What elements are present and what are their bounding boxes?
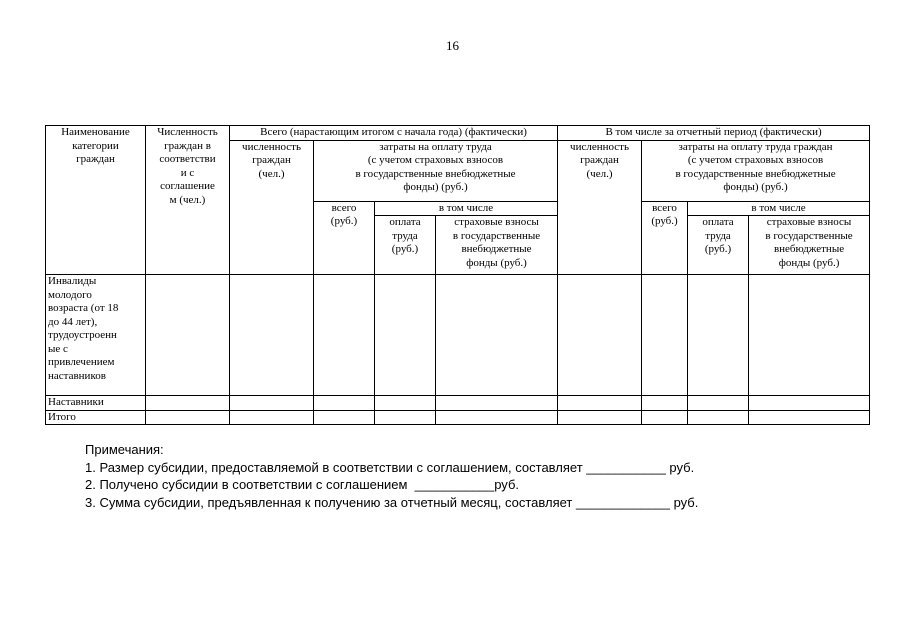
table-cell [436,410,558,425]
table-cell [558,410,642,425]
row-label-mentors: Наставники [46,396,146,411]
header-including-period: в том числе [688,201,870,216]
table-cell [688,410,749,425]
notes-section [85,441,698,511]
table-cell [314,410,375,425]
subsidy-report-table [45,125,870,425]
note-item-1: 1. Размер субсидии, предоставляемой в соответствии с соглашением, составляет ___________ руб. [85,459,695,475]
header-wage-cumulative: оплата труда (руб.) [375,216,436,275]
header-labor-costs-period: затраты на оплату труда граждан (с учетом страховых взносов в государственные внебюджетные фонды) (руб.) [642,140,870,201]
note-item-2: 2. Получено субсидии в соответствии с соглашением ___________руб. [85,477,520,492]
header-insurance-period: страховые взносы в государственные внебюджетные фонды (руб.) [749,216,870,275]
table-row [46,410,870,425]
table-cell [146,275,230,396]
header-count-agreement: Численность граждан в соответстви и с соглашение м (чел.) [146,126,230,275]
table-cell [688,396,749,411]
table-cell [375,396,436,411]
header-total-period: всего (руб.) [642,201,688,275]
table-cell [230,275,314,396]
table-cell [375,275,436,396]
header-period-group: В том числе за отчетный период (фактически) [558,126,870,141]
table-cell [688,275,749,396]
table-cell [558,396,642,411]
table-cell [146,396,230,411]
header-count-citizens-cumulative: численность граждан (чел.) [230,140,314,275]
row-label-total: Итого [46,410,146,425]
table-cell [230,396,314,411]
notes-title: Примечания: [85,442,164,457]
table-cell [436,396,558,411]
page-number: 16 [446,38,459,53]
header-wage-period: оплата труда (руб.) [688,216,749,275]
table-cell [146,410,230,425]
header-labor-costs-cumulative: затраты на оплату труда (с учетом страховых взносов в государственные внебюджетные фонды) (руб.) [314,140,558,201]
header-category: Наименование категории граждан [46,126,146,275]
header-cumulative-group: Всего (нарастающим итогом с начала года) (фактически) [230,126,558,141]
table-cell [642,275,688,396]
table-cell [436,275,558,396]
table-cell [230,410,314,425]
table-row [46,396,870,411]
table-cell [642,410,688,425]
note-item-3: 3. Сумма субсидии, предъявленная к получению за отчетный месяц, составляет _____________ руб. [85,494,699,510]
table-cell [749,275,870,396]
table-cell [558,275,642,396]
table-cell [749,410,870,425]
table-row [46,275,870,396]
table-cell [749,396,870,411]
header-total-cumulative: всего (руб.) [314,201,375,275]
table-cell [375,410,436,425]
header-count-citizens-period: численность граждан (чел.) [558,140,642,275]
row-label-disabled-youth: Инвалиды молодого возраста (от 18 до 44 лет), трудоустроенн ые с привлечением наставников [46,275,146,396]
header-insurance-cumulative: страховые взносы в государственные внебюджетные фонды (руб.) [436,216,558,275]
header-including-cumulative: в том числе [375,201,558,216]
table-cell [314,396,375,411]
table-cell [314,275,375,396]
table-cell [642,396,688,411]
